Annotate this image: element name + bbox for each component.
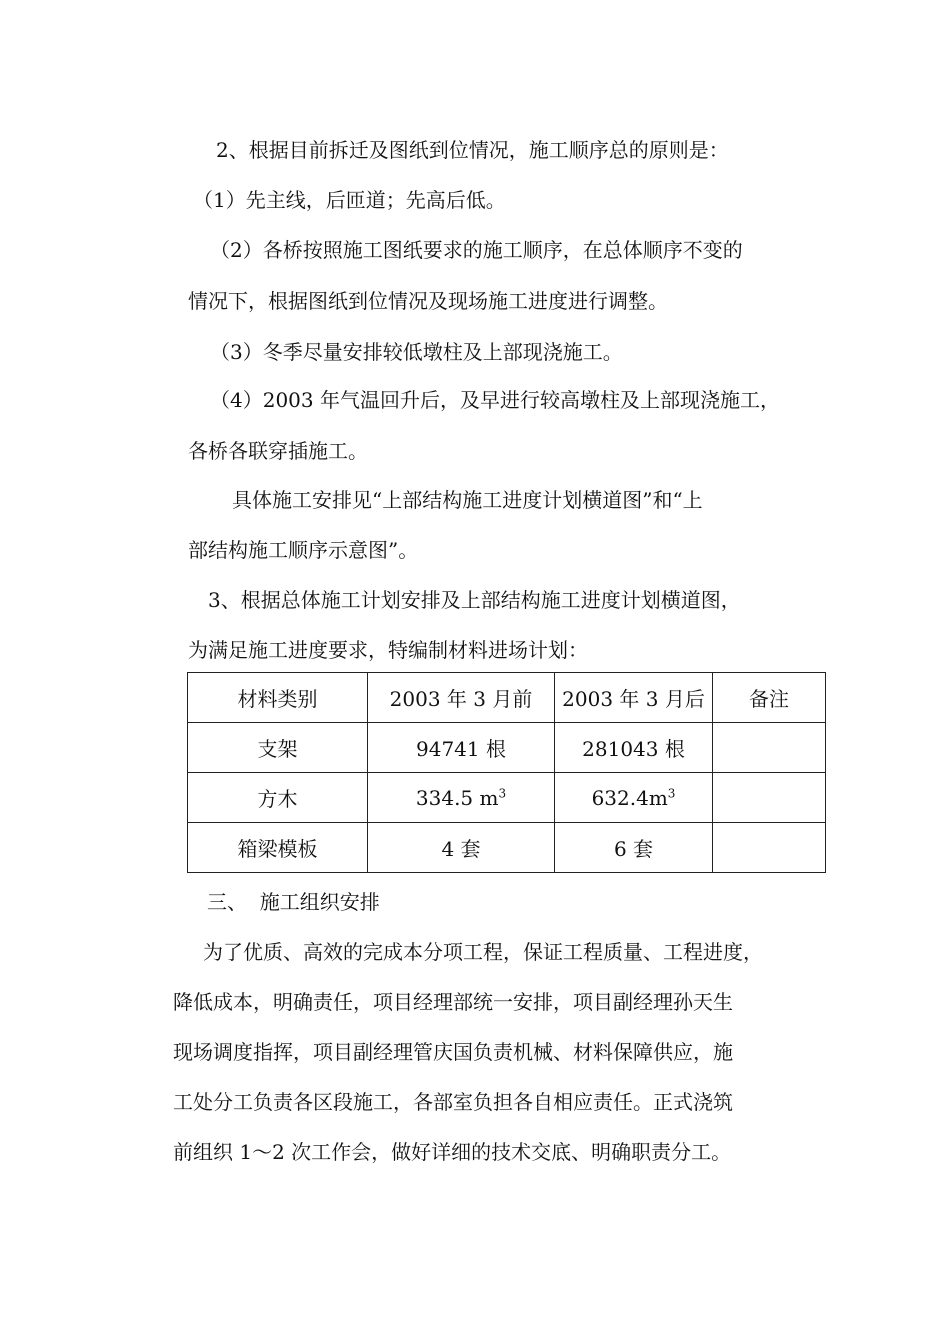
cell-before: 94741 根 (368, 723, 555, 773)
table-row (188, 823, 826, 873)
schedule-note-line-2: 部结构施工顺序示意图”。 (188, 538, 419, 562)
organization-paragraph-line-1: 为了优质、高效的完成本分项工程，保证工程质量、工程进度， (203, 940, 763, 964)
material-plan-table (187, 672, 826, 873)
table-row (188, 773, 826, 823)
cell-after: 6 套 (555, 823, 713, 873)
cubic-superscript: 3 (498, 785, 507, 800)
section-heading: 三、 施工组织安排 (207, 890, 380, 914)
material-plan-intro-line-2: 为满足施工进度要求，特编制材料进场计划： (188, 638, 588, 662)
cell-note (713, 823, 826, 873)
cell-before: 4 套 (368, 823, 555, 873)
cell-after (555, 773, 713, 823)
organization-paragraph-line-5: 前组织 1～2 次工作会，做好详细的技术交底、明确职责分工。 (173, 1140, 732, 1164)
header-after-march: 2003 年 3 月后 (555, 673, 713, 723)
header-category: 材料类别 (188, 673, 368, 723)
material-plan-intro-line-1: 3、根据总体施工计划安排及上部结构施工进度计划横道图， (208, 588, 741, 612)
cell-category: 方木 (188, 773, 368, 823)
paragraph-principle-heading: 2、根据目前拆迁及图纸到位情况，施工顺序总的原则是： (216, 138, 729, 162)
principle-item-2-line-1: （2）各桥按照施工图纸要求的施工顺序，在总体顺序不变的 (210, 238, 743, 262)
cell-category: 箱梁模板 (188, 823, 368, 873)
cell-category: 支架 (188, 723, 368, 773)
principle-item-1: （1）先主线，后匝道；先高后低。 (193, 188, 506, 212)
header-remarks: 备注 (713, 673, 826, 723)
schedule-note-line-1: 具体施工安排见“上部结构施工进度计划横道图”和“上 (232, 488, 703, 512)
organization-paragraph-line-3: 现场调度指挥，项目副经理管庆国负责机械、材料保障供应，施 (173, 1040, 733, 1064)
organization-paragraph-line-2: 降低成本，明确责任，项目经理部统一安排，项目副经理孙天生 (173, 990, 733, 1014)
table-row (188, 723, 826, 773)
cell-before (368, 773, 555, 823)
header-before-march: 2003 年 3 月前 (368, 673, 555, 723)
table-header-row (188, 673, 826, 723)
cubic-superscript: 3 (667, 785, 676, 800)
cell-before-value: 334.5 m (415, 785, 499, 810)
principle-item-4-line-1: （4）2003 年气温回升后，及早进行较高墩柱及上部现浇施工， (210, 388, 780, 412)
principle-item-2-line-2: 情况下，根据图纸到位情况及现场施工进度进行调整。 (188, 289, 668, 313)
principle-item-3: （3）冬季尽量安排较低墩柱及上部现浇施工。 (210, 340, 623, 364)
cell-note (713, 773, 826, 823)
cell-note (713, 723, 826, 773)
principle-item-4-line-2: 各桥各联穿插施工。 (188, 439, 368, 463)
organization-paragraph-line-4: 工处分工负责各区段施工，各部室负担各自相应责任。正式浇筑 (173, 1090, 733, 1114)
cell-after-value: 632.4m (591, 785, 668, 810)
cell-after: 281043 根 (555, 723, 713, 773)
